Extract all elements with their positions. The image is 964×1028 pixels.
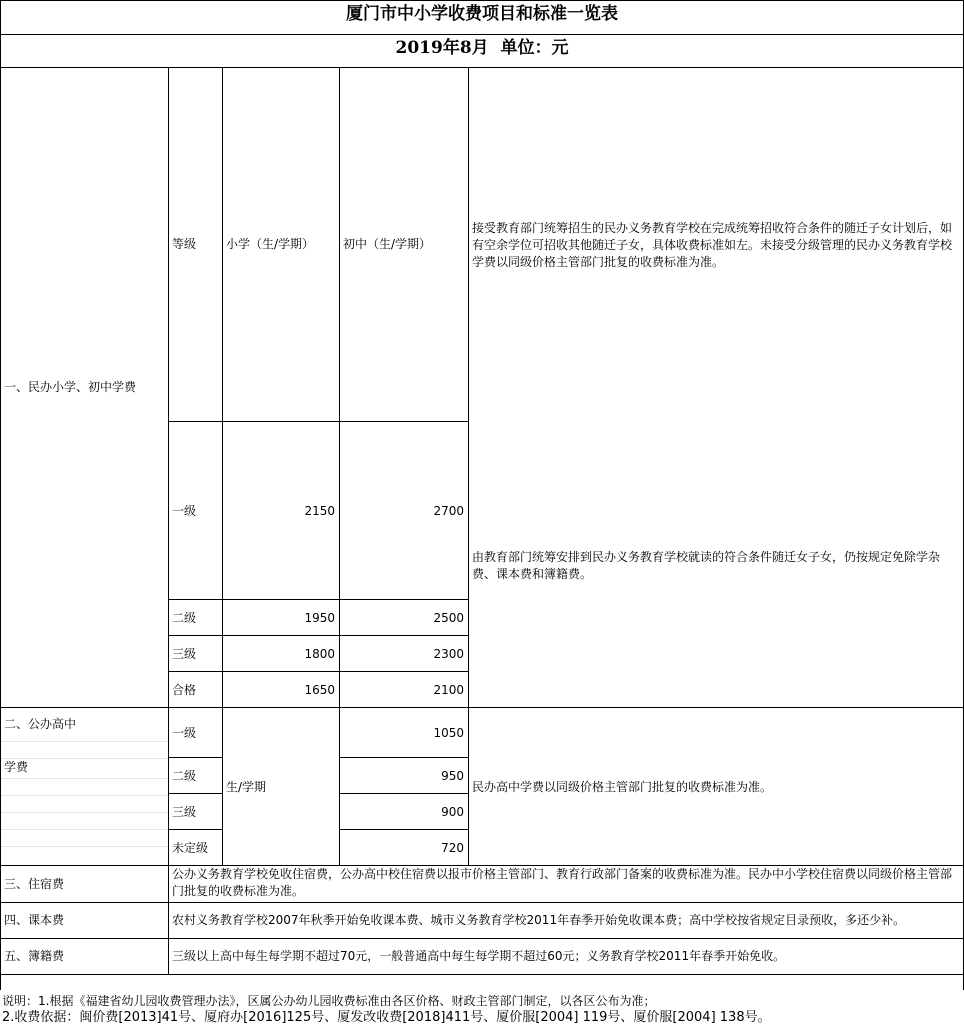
section3-text: 公办义务教育学校免收住宿费，公办高中校住宿费以报市价格主管部门、教育行政部门备案的收费标准为准。民办中小学校住宿费以同级价格主管部门批复的收费标准为准。	[172, 867, 953, 898]
s1-row1-primary: 2150	[304, 504, 335, 518]
section2-unit: 生/学期	[226, 780, 267, 794]
header-grade: 等级	[172, 237, 197, 251]
s1-row1-grade: 一级	[172, 504, 197, 518]
s2-row4-grade: 未定级	[172, 841, 209, 855]
footnote-line1: 说明：1.根据《福建省幼儿园收费管理办法》，区属公办幼儿园收费标准由各区价格、财政主管部门制定，以各区公布为准；	[2, 994, 656, 1008]
section3-label: 三、住宿费	[4, 877, 65, 891]
s2-row2-fee: 950	[441, 769, 464, 783]
s1-row2-primary: 1950	[304, 611, 335, 625]
s1-row3-primary: 1800	[304, 647, 335, 661]
s1-row3-middle: 2300	[433, 647, 464, 661]
section1-label: 一、民办小学、初中学费	[4, 380, 137, 394]
footnote-line2: 2.收费依据：闽价费[2013]41号、厦府办[2016]125号、厦发改收费[2018]411号、厦价服[2004] 119号、厦价服[2004] 138号。	[2, 1010, 771, 1025]
page-subtitle: 2019年8月 单位：元	[395, 38, 569, 58]
s1-row2-grade: 二级	[172, 611, 197, 625]
section4-label: 四、课本费	[4, 913, 65, 927]
s1-row2-middle: 2500	[433, 611, 464, 625]
section5-text: 三级以上高中每生每学期不超过70元，一般普通高中每生每学期不超过60元；义务教育学校2011年春季开始免收。	[172, 949, 786, 963]
s2-row3-fee: 900	[441, 805, 464, 819]
header-middle: 初中（生/学期）	[343, 237, 432, 251]
s2-row3-grade: 三级	[172, 805, 197, 819]
s1-row1-middle: 2700	[433, 504, 464, 518]
section1-note-bottom: 由教育部门统筹安排到民办义务教育学校就读的符合条件随迁女子女，仍按规定免除学杂费、课本费和簿籍费。	[472, 550, 941, 581]
s1-row4-primary: 1650	[304, 683, 335, 697]
section2-note: 民办高中学费以同级价格主管部门批复的收费标准为准。	[472, 780, 773, 794]
section4-text: 农村义务教育学校2007年秋季开始免收课本费、城市义务教育学校2011年春季开始免收课本费；高中学校按省规定目录预收，多还少补。	[172, 913, 906, 927]
header-primary: 小学（生/学期）	[226, 237, 315, 251]
section2-label-sub: 学费	[1, 759, 61, 776]
section2-label: 二、公办高中	[1, 716, 167, 733]
s1-row4-middle: 2100	[433, 683, 464, 697]
page-title: 厦门市中小学收费项目和标准一览表	[346, 4, 618, 24]
section5-label: 五、簿籍费	[4, 949, 65, 963]
s2-row1-fee: 1050	[433, 726, 464, 740]
s2-row4-fee: 720	[441, 841, 464, 855]
s2-row1-grade: 一级	[172, 726, 197, 740]
s2-row2-grade: 二级	[172, 769, 197, 783]
section1-note-top: 接受教育部门统筹招生的民办义务教育学校在完成统筹招收符合条件的随迁子女计划后，如有空余学位可招收其他随迁子女，具体收费标准如左。未接受分级管理的民办义务教育学校学费以同级价格主管部门批复的收费标准为准。	[472, 221, 953, 269]
s1-row3-grade: 三级	[172, 647, 197, 661]
s1-row4-grade: 合格	[172, 683, 197, 697]
